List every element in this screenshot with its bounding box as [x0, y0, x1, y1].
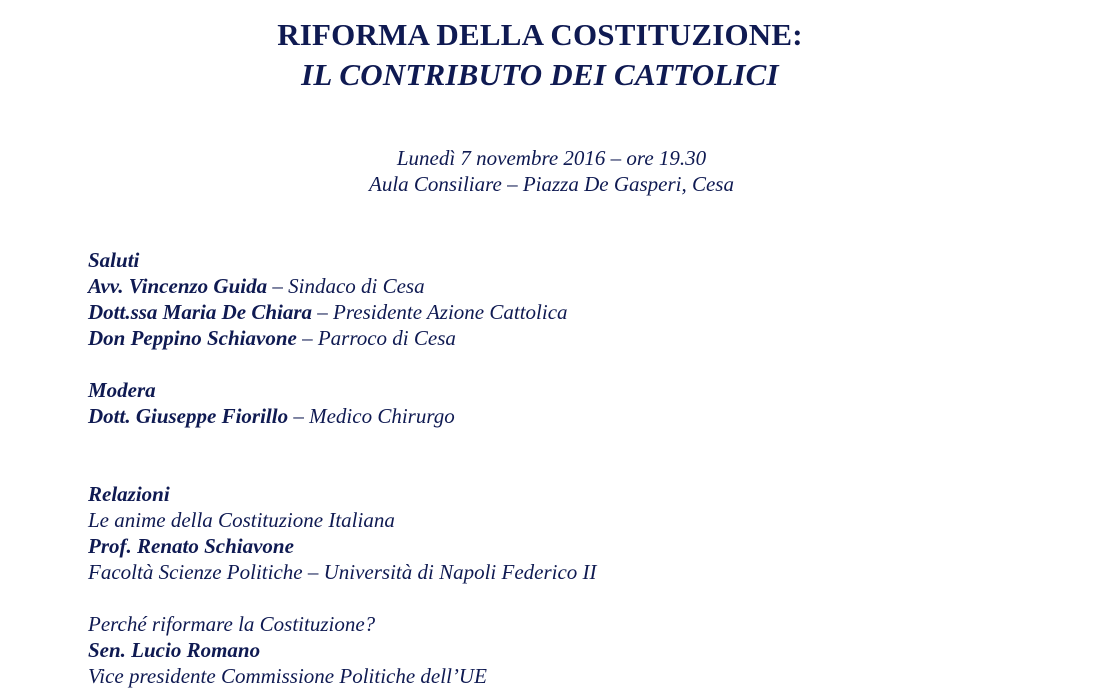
talk-affiliation: Facoltà Scienze Politiche – Università di Napoli Federico II [88, 560, 597, 584]
talk-speaker: Sen. Lucio Romano [88, 638, 261, 662]
saluti-item [88, 299, 568, 325]
modera-name: Dott. Giuseppe Fiorillo [88, 404, 289, 428]
saluti-item [88, 273, 568, 299]
talk-topic: Le anime della Costituzione Italiana [88, 508, 395, 532]
modera-heading: Modera [88, 378, 156, 402]
modera-role: – Medico Chirurgo [288, 404, 455, 428]
relazioni-talk-2 [88, 611, 487, 689]
relazioni-heading: Relazioni [88, 482, 170, 506]
saluti-item-name: Don Peppino Schiavone [88, 326, 297, 350]
talk-affiliation: Vice presidente Commissione Politiche dell’UE [88, 664, 487, 688]
saluti-item-role: – Presidente Azione Cattolica [312, 300, 568, 324]
saluti-item-role: – Parroco di Cesa [296, 326, 456, 350]
saluti-section [88, 247, 568, 351]
modera-item [88, 403, 455, 429]
saluti-item [88, 325, 568, 351]
talk-topic: Perché riformare la Costituzione? [88, 612, 376, 636]
saluti-item-role: – Sindaco di Cesa [267, 274, 425, 298]
relazioni-section [88, 481, 597, 585]
document-title-line-1: RIFORMA DELLA COSTITUZIONE: [277, 17, 803, 52]
event-venue: Aula Consiliare – Piazza De Gasperi, Cesa [369, 172, 734, 196]
modera-section [88, 377, 455, 429]
document-title-line-2: IL CONTRIBUTO DEI CATTOLICI [301, 57, 779, 92]
saluti-item-name: Dott.ssa Maria De Chiara [88, 300, 313, 324]
event-date: Lunedì 7 novembre 2016 – ore 19.30 [396, 146, 707, 170]
saluti-item-name: Avv. Vincenzo Guida [88, 274, 268, 298]
saluti-heading: Saluti [88, 248, 140, 272]
talk-speaker: Prof. Renato Schiavone [88, 534, 294, 558]
